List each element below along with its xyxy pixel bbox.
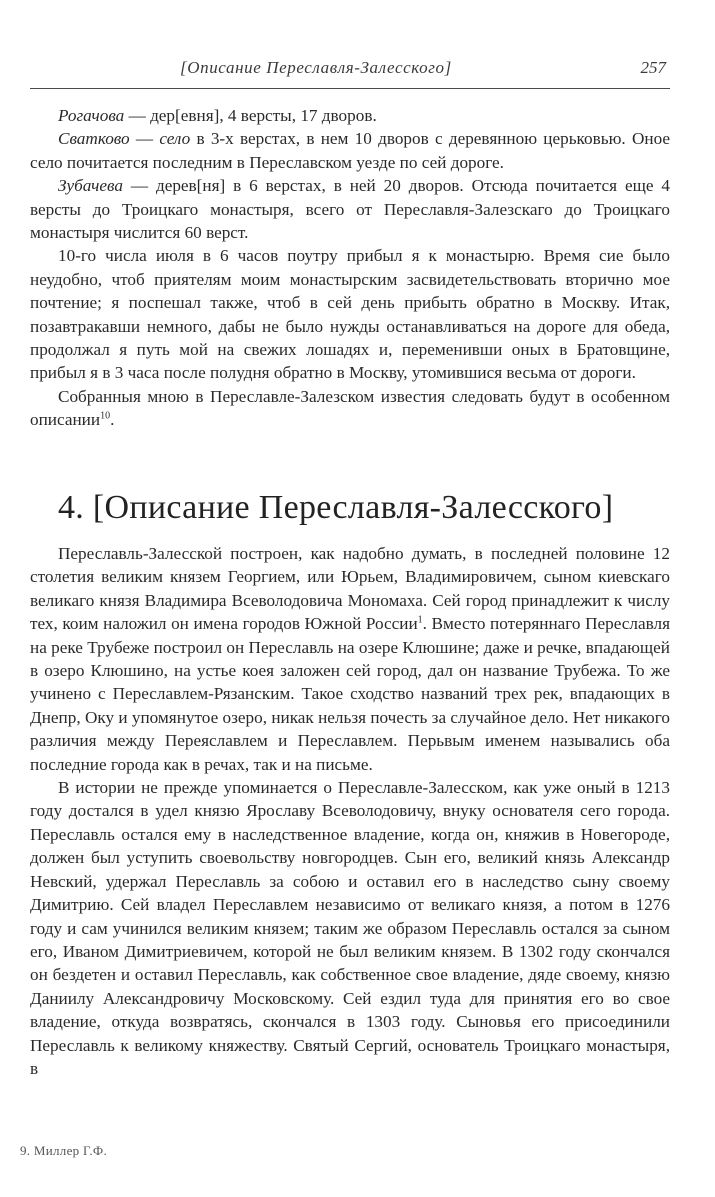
place-name: Зубачева	[58, 176, 123, 196]
section-heading: 4. [Описание Переславля-Залесского]	[58, 489, 614, 526]
paragraph-collected-news	[30, 385, 670, 432]
upper-text-block	[30, 104, 670, 432]
paragraph-text: — дер[евня], 4 версты, 17 дворов.	[124, 106, 377, 125]
page-number: 257	[640, 58, 666, 77]
footnote-ref: 1	[417, 614, 423, 626]
dash: —	[129, 129, 160, 149]
place-type: село	[159, 129, 191, 149]
paragraph-end: .	[110, 410, 115, 430]
signature-mark: 9. Миллер Г.Ф.	[20, 1143, 108, 1158]
paragraph-founding	[30, 542, 670, 776]
paragraph-text: Переславль-Залесской построен, как надобно думать, в последней половине 12 столетия великим князем Георгием, или Юрьем, Владимировичем, сыном киевскаго великаго князя Владимира Всеволодовича Мономаха. Сей город принадлежит к числу тех, коим наложил он имена городов Южной России	[30, 544, 670, 634]
paragraph-svatkovo	[30, 127, 670, 174]
place-name: Рогачова	[58, 106, 125, 125]
paragraph-zubacheva	[30, 174, 670, 244]
paragraph-text: — дерев[ня] в 6 верстах, в ней 20 дворов. Отсюда почитается еще 4 версты до Троицкаго монастыря, всего от Переславля-Залезскаго до Троицкаго монастыря числится 60 верст.	[30, 176, 670, 243]
paragraph-text-rest: . Вместо потеряннаго Переславля на реке Трубеже построил он Переславль на озере Клюшине; даже и речке, впадающей в озеро Клюшино, на устье коея заложен сей город, дал он название Трубежа. То же учинено с Переславлем-Рязанским. Такое сходство названий трех рек, впадающих в Днепр, Оку и упомянутое озеро, никак нельзя почесть за случайное дело. Нет никакого различия между Переяславлем и Переславлем. Перьвым именем назывались оба последние города как в речах, так и на письме.	[30, 614, 670, 774]
header-rule	[30, 88, 670, 89]
place-name: Сватково	[58, 129, 130, 149]
running-head	[30, 56, 670, 86]
running-title: [Описание Переславля-Залесского]	[180, 58, 452, 77]
paragraph-rogachova	[30, 104, 670, 127]
paragraph-history: В истории не прежде упоминается о Переславле-Залесском, как уже оный в 1213 году достался в удел князю Ярославу Всеволодовичу, внуку основателя сего города. Переславль остался ему в наследственное владение, когда он, княжив в Новегороде, должен был уступить своевольству новгородцев. Сын его, великий князь Александр Невский, удержал Переславль за собою и оставил его в наследство сыну своему Димитрию. Сей владел Переславлем независимо от великаго князя, а потом в 1276 году и сам учинился великим князем; таким же образом Переславль остался за сыном его, Иваном Димитриевичем, которой не был великим князем. В 1302 году скончался он бездетен и оставил Переславль, как собственное свое владение, дяде своему, князю Даниилу Александровичу Московскому. Сей ездил туда для принятия его во свое владение, откуда возвратясь, скончался в 1303 году. Сыновья его присоединили Переславль к великому княжеству. Святый Сергий, основатель Троицкаго монастыря, в	[30, 778, 670, 1078]
paragraph-text: Собранныя мною в Переславле-Залезском известия следовать будут в особенном описании	[30, 386, 670, 430]
lower-text-block	[30, 542, 670, 1080]
paragraph-arrival: 10-го числа июля в 6 часов поутру прибыл я к монастырю. Время сие было неудобно, чтоб приятелям моим монастырским засвидетельствовать вторично мое почтение; я поспешал также, чтоб в сей день прибыть обратно в Москву. Итак, позавтракавши немного, дабы не было нужды останавливаться на дороге для обеда, продолжал я путь мой на свежих лошадях и, переменивши оных в Братовщине, прибыл я в 3 часа после полудня обратно в Москву, утомившися весьма от дороги.	[30, 246, 670, 383]
paragraph-text: в 3-х верстах, в нем 10 дворов с деревянною церьковью. Оное село почитается последним в Переславском уезде по сей дороге.	[30, 129, 671, 172]
footnote-ref: 10	[100, 410, 111, 422]
